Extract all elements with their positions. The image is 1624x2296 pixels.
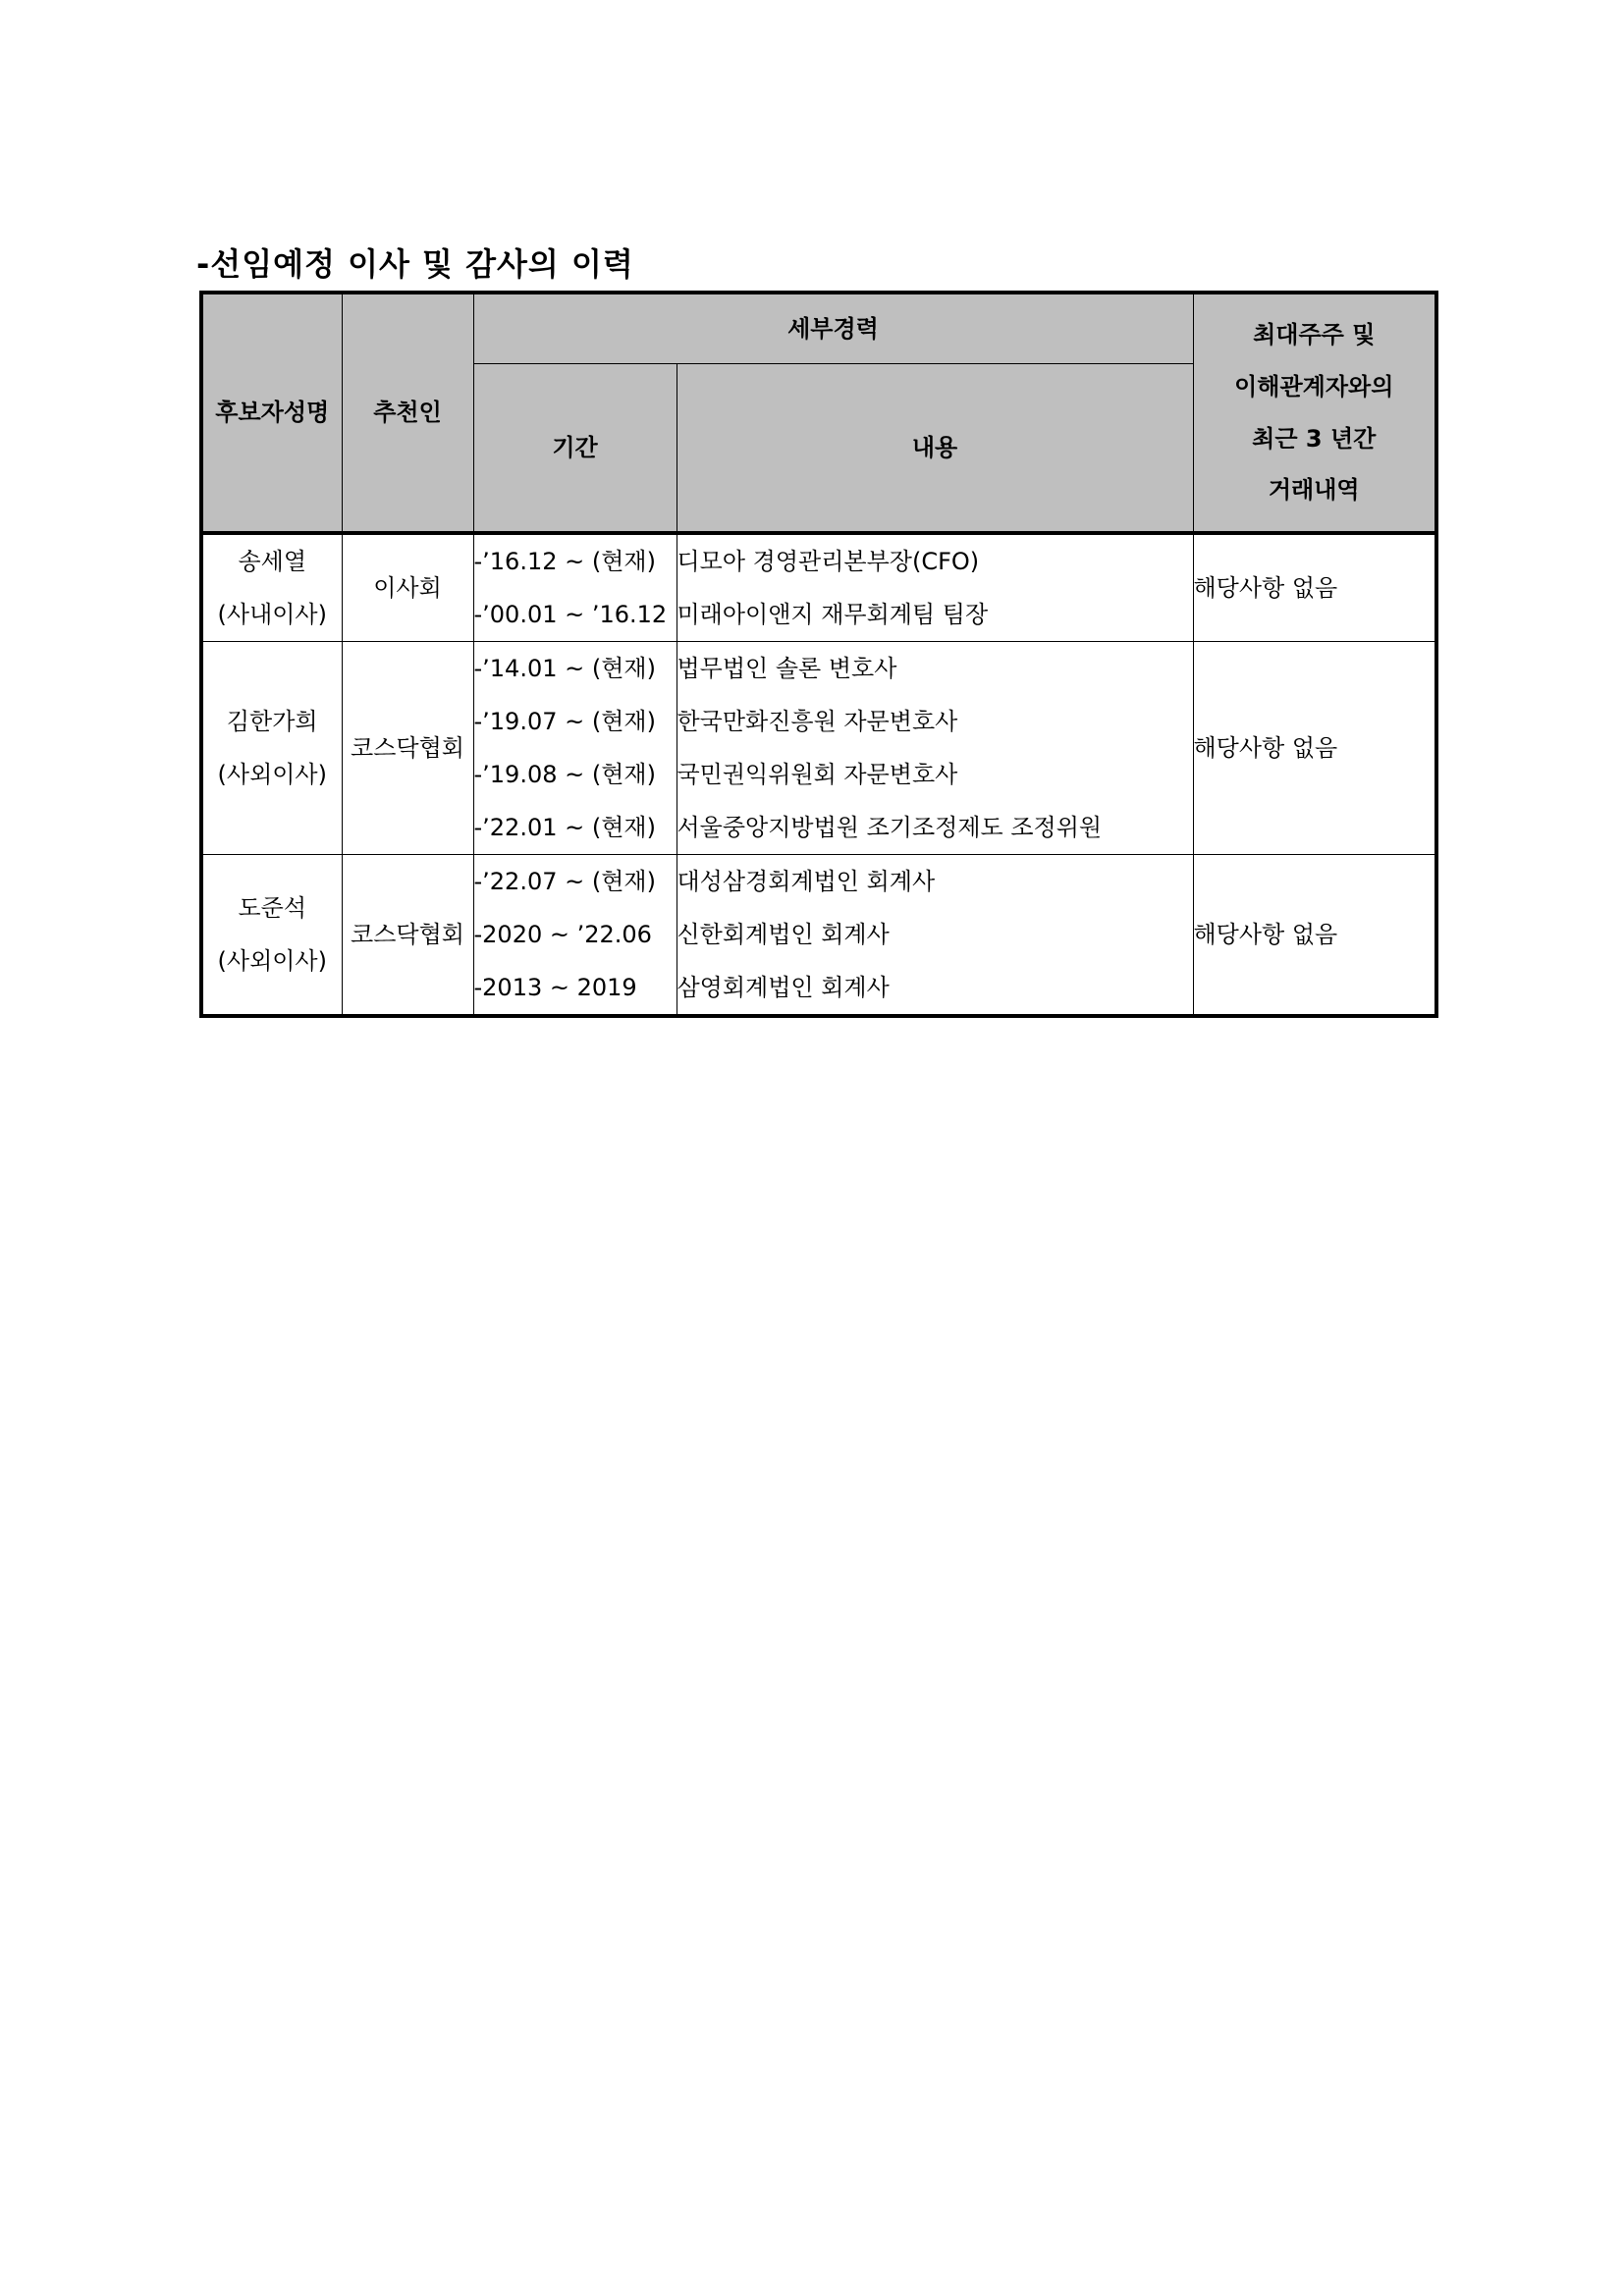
recommender-cell: 이사회 bbox=[342, 533, 473, 642]
period-item: -’16.12 ~ (현재) bbox=[473, 548, 656, 575]
content-item: 미래아이앤지 재무회계팀 팀장 bbox=[677, 601, 989, 628]
header-recommender: 추천인 bbox=[342, 293, 473, 533]
content-cell bbox=[677, 533, 1193, 642]
content-cell bbox=[677, 855, 1193, 1017]
content-item: 삼영회계법인 회계사 bbox=[677, 974, 890, 1001]
transaction-text: 해당사항 없음 bbox=[1193, 574, 1338, 602]
table-row bbox=[201, 855, 1436, 1017]
candidate-position: (사외이사) bbox=[217, 947, 327, 975]
table-row bbox=[201, 533, 1436, 642]
transaction-text: 해당사항 없음 bbox=[1193, 734, 1338, 762]
header-content: 내용 bbox=[677, 364, 1193, 534]
period-item: -’19.07 ~ (현재) bbox=[473, 708, 656, 735]
header-candidate-name: 후보자성명 bbox=[201, 293, 342, 533]
header-transactions-line: 최근 3 년간 bbox=[1252, 424, 1377, 453]
header-transactions-line: 이해관계자와의 bbox=[1234, 372, 1394, 400]
content-item: 국민권익위원회 자문변호사 bbox=[677, 761, 958, 788]
period-item: -’22.07 ~ (현재) bbox=[473, 868, 656, 895]
period-item: -’14.01 ~ (현재) bbox=[473, 655, 656, 682]
period-cell bbox=[473, 642, 677, 855]
transaction-text: 해당사항 없음 bbox=[1193, 921, 1338, 948]
content-item: 대성삼경회계법인 회계사 bbox=[677, 868, 936, 895]
header-transactions bbox=[1193, 293, 1436, 533]
period-item: -2020 ~ ’22.06 bbox=[473, 921, 652, 948]
transaction-cell bbox=[1193, 855, 1436, 1017]
content-item: 법무법인 솔론 변호사 bbox=[677, 655, 897, 682]
content-item: 서울중앙지방법원 조기조정제도 조정위원 bbox=[677, 814, 1103, 841]
period-item: -’19.08 ~ (현재) bbox=[473, 761, 656, 788]
recommender-cell: 코스닥협회 bbox=[342, 855, 473, 1017]
candidate-name: 도준석 bbox=[238, 894, 307, 922]
candidate-name: 김한가희 bbox=[226, 708, 318, 735]
header-transactions-line: 최대주주 및 bbox=[1253, 320, 1376, 348]
candidate-name: 송세열 bbox=[238, 548, 307, 575]
period-cell bbox=[473, 533, 677, 642]
period-item: -’22.01 ~ (현재) bbox=[473, 814, 656, 841]
document-title: -선임예정 이사 및 감사의 이력 bbox=[196, 245, 634, 283]
content-item: 디모아 경영관리본부장(CFO) bbox=[677, 548, 980, 575]
candidate-cell bbox=[201, 855, 342, 1017]
candidate-cell bbox=[201, 642, 342, 855]
header-career-group: 세부경력 bbox=[473, 293, 1193, 364]
period-cell bbox=[473, 855, 677, 1017]
header-period: 기간 bbox=[473, 364, 677, 534]
header-transactions-line: 거래내역 bbox=[1268, 476, 1360, 505]
director-career-table bbox=[199, 291, 1438, 1018]
period-item: -’00.01 ~ ’16.12 bbox=[473, 601, 668, 628]
candidate-position: (사내이사) bbox=[217, 601, 327, 628]
table-row bbox=[201, 642, 1436, 855]
candidate-cell bbox=[201, 533, 342, 642]
recommender-cell: 코스닥협회 bbox=[342, 642, 473, 855]
transaction-cell bbox=[1193, 533, 1436, 642]
period-item: -2013 ~ 2019 bbox=[473, 974, 637, 1001]
content-item: 신한회계법인 회계사 bbox=[677, 921, 890, 948]
content-item: 한국만화진흥원 자문변호사 bbox=[677, 708, 958, 735]
candidate-position: (사외이사) bbox=[217, 761, 327, 788]
content-cell bbox=[677, 642, 1193, 855]
transaction-cell bbox=[1193, 642, 1436, 855]
